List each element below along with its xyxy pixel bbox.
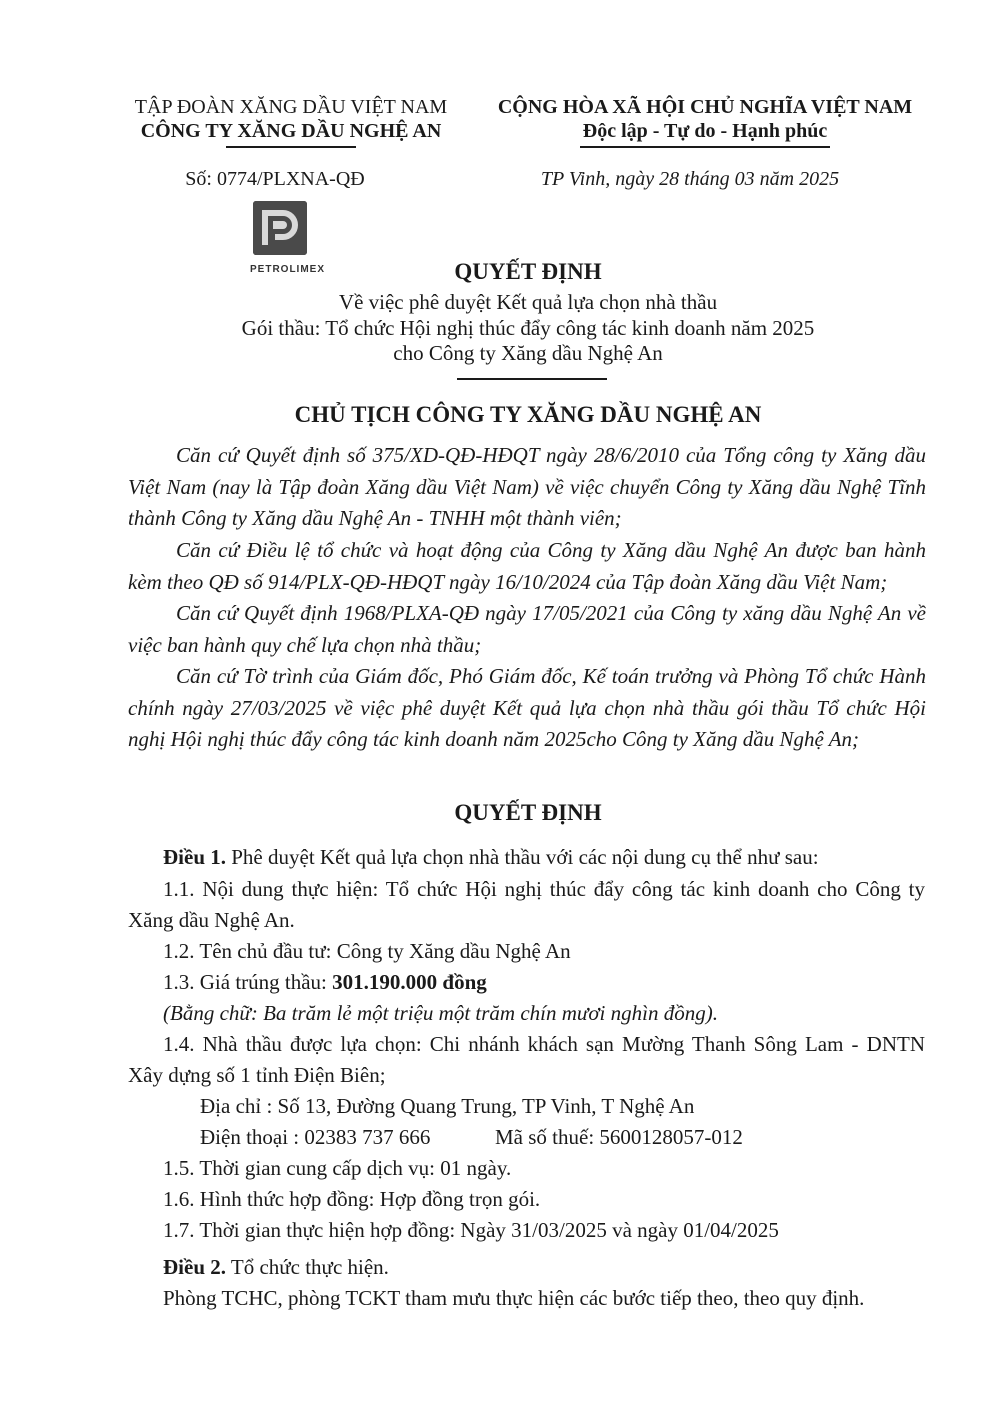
org-parent: TẬP ĐOÀN XĂNG DẦU VIỆT NAM xyxy=(134,96,448,118)
motto-underline xyxy=(580,146,830,148)
preamble-paragraph-3 xyxy=(128,598,926,661)
item-1-5: 1.5. Thời gian cung cấp dịch vụ: 01 ngày. xyxy=(163,1156,512,1180)
article-2 xyxy=(163,1254,389,1280)
item-1-3 xyxy=(163,969,487,995)
preamble-text-3: Căn cứ Quyết định 1968/PLXA-QĐ ngày 17/05/2021 của Công ty xăng dầu Nghệ An về việc ban hành quy chế lựa chọn nhà thầu; xyxy=(128,601,926,657)
country-name: CỘNG HÒA XÃ HỘI CHỦ NGHĨA VIỆT NAM xyxy=(497,96,913,118)
place-date: TP Vinh, ngày 28 tháng 03 năm 2025 xyxy=(540,168,840,190)
item-1-4-line-2: Xây dựng số 1 tỉnh Điện Biên; xyxy=(128,1063,386,1087)
item-1-1-line-2: Xăng dầu Nghệ An. xyxy=(128,908,295,932)
preamble-text-2: Căn cứ Điều lệ tổ chức và hoạt động của Công ty Xăng dầu Nghệ An được ban hành kèm theo QĐ số 914/PLX-QĐ-HĐQT ngày 16/10/2024 của Tập đoàn Xăng dầu Việt Nam; xyxy=(128,538,926,594)
preamble-paragraph-2 xyxy=(128,535,926,598)
decision-title: QUYẾT ĐỊNH xyxy=(454,259,602,284)
preamble-paragraph-4 xyxy=(128,661,926,756)
article-1 xyxy=(163,844,819,870)
item-1-7: 1.7. Thời gian thực hiện hợp đồng: Ngày 31/03/2025 và ngày 01/04/2025 xyxy=(163,1218,779,1242)
item-1-3-label: 1.3. Giá trúng thầu: xyxy=(163,970,333,994)
petrolimex-logo-icon xyxy=(253,201,307,255)
authority-heading: CHỦ TỊCH CÔNG TY XĂNG DẦU NGHỆ AN xyxy=(294,402,762,427)
article-2-body: Phòng TCHC, phòng TCKT tham mưu thực hiện các bước tiếp theo, theo quy định. xyxy=(163,1286,865,1310)
title-divider xyxy=(457,378,607,380)
preamble-text-1: Căn cứ Quyết định số 375/XD-QĐ-HĐQT ngày 28/6/2010 của Tổng công ty Xăng dầu Việt Nam (nay là Tập đoàn Xăng dầu Việt Nam) về việc chuyển Công ty Xăng dầu Nghệ Tĩnh thành Công ty Xăng dầu Nghệ An - TNHH một thành viên; xyxy=(128,443,926,530)
preamble-text-4: Căn cứ Tờ trình của Giám đốc, Phó Giám đốc, Kế toán trưởng và Phòng Tổ chức Hành chính ngày 27/03/2025 về việc phê duyệt Kết quả lựa chọn nhà thầu gói thầu Tổ chức Hội nghị Hội nghị thúc đẩy công tác kinh doanh năm 2025cho Công ty Xăng dầu Nghệ An; xyxy=(128,664,926,751)
contractor-address: Địa chỉ : Số 13, Đường Quang Trung, TP Vinh, T Nghệ An xyxy=(200,1094,695,1118)
motto: Độc lập - Tự do - Hạnh phúc xyxy=(582,120,828,142)
article-2-label: Điều 2. xyxy=(163,1255,226,1279)
article-2-text: Tổ chức thực hiện. xyxy=(226,1255,389,1279)
contractor-tax-code: Mã số thuế: 5600128057-012 xyxy=(495,1125,743,1149)
contractor-phone: Điện thoại : 02383 737 666 xyxy=(200,1125,431,1149)
item-1-1-line-1: 1.1. Nội dung thực hiện: Tổ chức Hội nghị thúc đẩy công tác kinh doanh cho Công ty xyxy=(163,877,925,901)
org-name: CÔNG TY XĂNG DẦU NGHỆ AN xyxy=(140,120,442,142)
contract-price: 301.190.000 đồng xyxy=(332,970,487,994)
subject-line-2: Gói thầu: Tổ chức Hội nghị thúc đẩy công tác kinh doanh năm 2025 xyxy=(241,316,815,340)
item-1-4-line-1: 1.4. Nhà thầu được lựa chọn: Chi nhánh khách sạn Mường Thanh Sông Lam - DNTN xyxy=(163,1032,925,1056)
price-in-words: (Bằng chữ: Ba trăm lẻ một triệu một trăm chín mươi nghìn đồng). xyxy=(163,1001,718,1025)
preamble-paragraph-1 xyxy=(128,440,926,535)
subject-line-1: Về việc phê duyệt Kết quả lựa chọn nhà thầu xyxy=(338,290,718,314)
document-number: Số: 0774/PLXNA-QĐ xyxy=(185,168,365,190)
logo-text: PETROLIMEX xyxy=(250,264,326,275)
org-underline xyxy=(226,146,356,148)
article-1-text: Phê duyệt Kết quả lựa chọn nhà thầu với các nội dung cụ thể như sau: xyxy=(226,845,819,869)
article-1-label: Điều 1. xyxy=(163,845,226,869)
item-1-6: 1.6. Hình thức hợp đồng: Hợp đồng trọn gói. xyxy=(163,1187,541,1211)
item-1-2: 1.2. Tên chủ đầu tư: Công ty Xăng dầu Nghệ An xyxy=(163,939,571,963)
decision-heading: QUYẾT ĐỊNH xyxy=(454,800,602,825)
logo-mark xyxy=(253,201,307,255)
subject-line-3: cho Công ty Xăng dầu Nghệ An xyxy=(393,341,663,365)
